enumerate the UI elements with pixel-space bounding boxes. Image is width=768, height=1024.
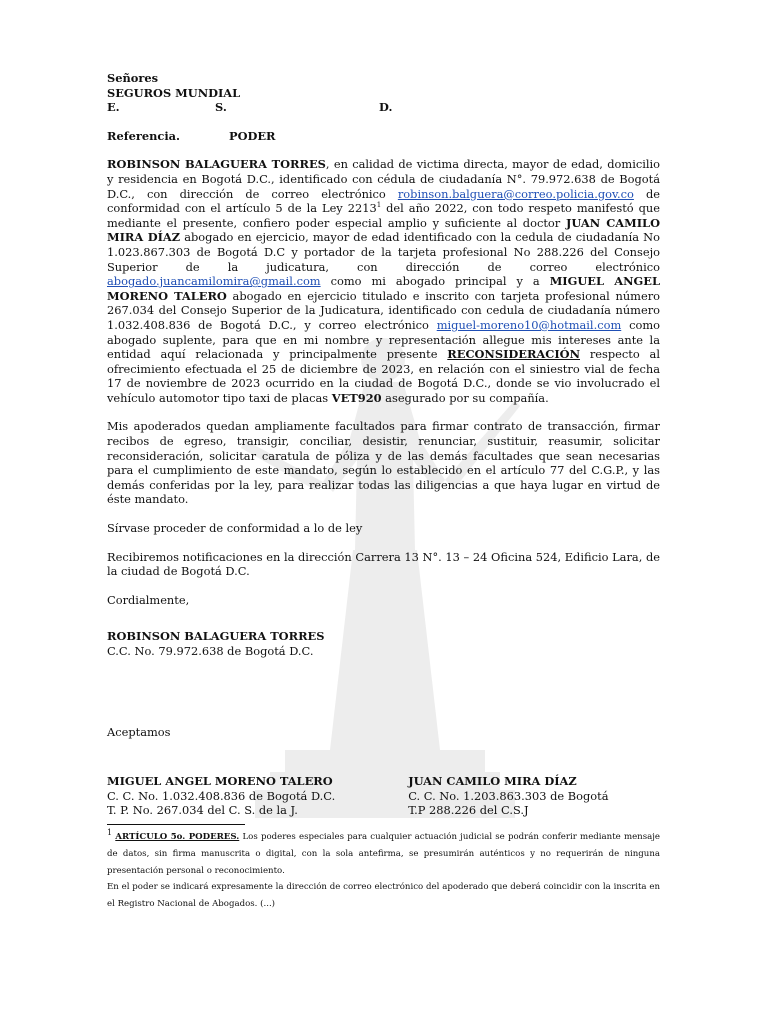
esd-line (107, 100, 660, 115)
paragraph-faculties: Mis apoderados quedan ampliamente facultados para firmar contrato de transacción, firmar recibos de egreso, transigir, conciliar, desistir, renunciar, sustituir, reasumir, solicitar reconsideración, solicitar caratula de póliza y de las demás facultades que sean necesarias para el cumplimiento de este mandato, según lo establecido en el artículo 77 del C.G.P., y las demás conferidas por la ley, para realizar todas las diligencias a que haya lugar en virtud de éste mandato. (107, 419, 660, 507)
grantor-email-link[interactable]: robinson.balguera@correo.policia.gov.co (397, 186, 634, 201)
reference-line (107, 129, 660, 144)
esd-s: S. (215, 100, 227, 115)
attorney-signatures (107, 774, 660, 818)
lawyer-principal-email-link[interactable]: abogado.juancamilomira@gmail.com (107, 274, 321, 289)
reconsideration-term: RECONSIDERACIÓN (447, 347, 580, 362)
reference-label: Referencia. (107, 128, 180, 143)
salutation: Señores (107, 71, 159, 85)
esd-d: D. (379, 100, 393, 115)
attorney-name: MIGUEL ANGEL MORENO TALERO (107, 774, 333, 789)
esd-e: E. (107, 100, 120, 115)
lawyer-substitute-name: MIGUEL ANGEL MORENO TALERO (107, 274, 660, 303)
attorney-name: JUAN CAMILO MIRA DÍAZ (408, 774, 577, 789)
paragraph-proceed: Sírvase proceder de conformidad a lo de ley (107, 521, 363, 536)
footnote-ref: 1 (376, 201, 382, 210)
attorney-id: C. C. No. 1.032.408.836 de Bogotá D.C. (107, 788, 336, 803)
recipient-company: SEGUROS MUNDIAL (107, 85, 241, 100)
grantor-name: ROBINSON BALAGUERA TORRES (107, 157, 326, 172)
footnote-title: ARTÍCULO 5o. PODERES. (115, 831, 240, 842)
document-body (107, 71, 660, 913)
lawyer-principal-name: JUAN CAMILO MIRA DÍAZ (107, 215, 660, 245)
reference-value: PODER (229, 128, 276, 143)
footnote-divider (107, 824, 245, 825)
attorney-tp: T. P. No. 267.034 del C. S. de la J. (107, 803, 298, 818)
signer-id: C.C. No. 79.972.638 de Bogotá D.C. (107, 644, 314, 658)
attorney-tp: T.P 288.226 del C.S.J (408, 803, 529, 818)
paragraph-power-grant: ROBINSON BALAGUERA TORRES, en calidad de victima directa, mayor de edad, domicilio y residencia en Bogotá D.C., identificado con cédula de ciudadanía N°. 79.972.638 de Bogotá D.C., con dirección de correo electrónico robinson.balguera@correo.policia.gov.co de conformidad con el artículo 5 de la Ley 2213$^1$ del año 2022, con todo respeto manifestó que mediante el presente, confiero poder especial amplio y suficiente al doctor JUAN CAMILO MIRA DÍAZ abogado en ejercicio, mayor de edad identificado con la cedula de ciudadanía No 1.023.867.303 de Bogotá D.C y portador de la tarjeta profesional No 288.226 del Consejo Superior de la judicatura, con dirección de correo electrónico abogado.juancamilomira@gmail.com como mi abogado principal y a MIGUEL ANGEL MORENO TALERO abogado en ejercicio titulado e inscrito con tarjeta profesional número 267.034 del Consejo Superior de la Judicatura, identificado con cedula de ciudadanía número 1.032.408.836 de Bogotá D.C., y correo electrónico miguel-moreno10@hotmail.com como abogado suplente, para que en mi nombre y representación allegue mis intereses ante la entidad aquí relacionada y principalmente presente RECONSIDERACIÓN respecto al ofrecimiento efectuada el 25 de diciembre de 2023, en relación con el siniestro vial de fecha 17 de noviembre de 2023 ocurrido en la ciudad de Bogotá D.C., donde se vio involucrado el vehículo automotor tipo taxi de placas VET920 asegurado por su compañía. (107, 157, 661, 405)
vehicle-plate: VET920 (331, 390, 382, 405)
accepted-label: Aceptamos (107, 724, 171, 739)
attorney-principal-block (408, 774, 660, 818)
paragraph-notifications: Recibiremos notificaciones en la dirección Carrera 13 N°. 13 – 24 Oficina 524, Edificio Lara, de la ciudad de Bogotá D.C. (107, 549, 660, 579)
footnote: $^1$ ARTÍCULO 5o. PODERES. Los poderes especiales para cualquier actuación judicial se podrán conferir mediante mensaje de datos, sin firma manuscrita o digital, con la sola antefirma, se presumirán auténticos y no requerirán de ninguna presentación personal o reconocimiento. (107, 828, 660, 876)
signer-name: ROBINSON BALAGUERA TORRES (107, 629, 325, 644)
footnote-number: 1 (107, 828, 113, 838)
footnote-continuation: En el poder se indicará expresamente la dirección de correo electrónico del apoderado que deberá coincidir con la inscrita en el Registro Nacional de Abogados. (...) (107, 882, 660, 910)
attorney-id: C. C. No. 1.203.863.303 de Bogotá (408, 788, 609, 803)
closing: Cordialmente, (107, 592, 190, 607)
attorney-substitute-block (107, 774, 408, 818)
lawyer-substitute-email-link[interactable]: miguel-moreno10@hotmail.com (436, 317, 622, 332)
